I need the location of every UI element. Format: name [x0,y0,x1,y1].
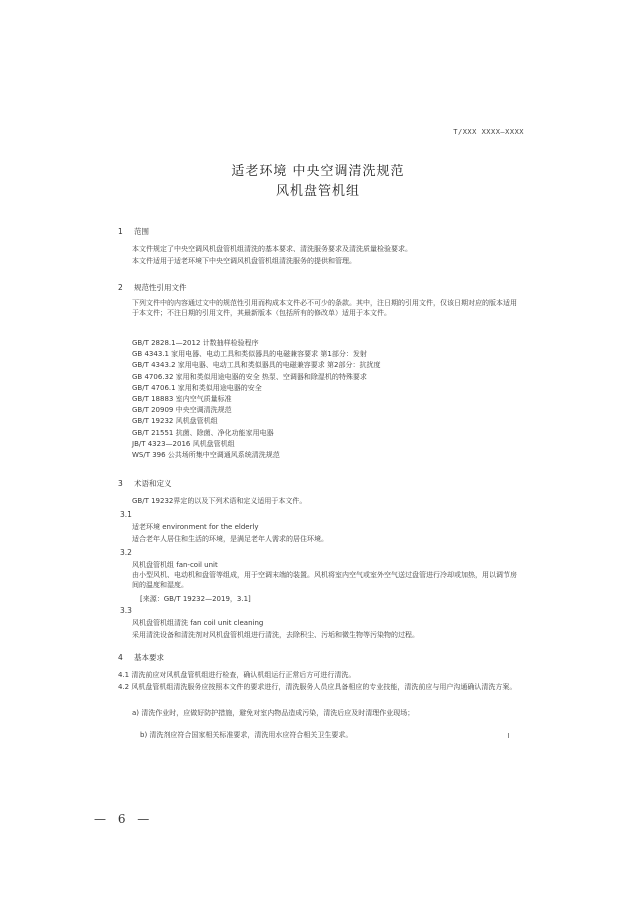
reference-item: GB 4706.32 家用和类似用途电器的安全 热泵、空调器和除湿机的特殊要求 [132,372,367,381]
reference-item: GB/T 21551 抗菌、除菌、净化功能家用电器 [132,428,274,437]
term-definition: 由小型风机、电动机和盘管等组成，用于空调末端的装置。风机将室内空气或室外空气送过盘管进行冷却或加热，用以调节房间的温度和湿度。 [132,571,517,589]
section-heading-scope [118,226,149,237]
document-title-line1: 适老环境 中央空调清洗规范 [231,164,405,179]
section-title: 范围 [134,227,149,236]
margin-mark [508,733,509,738]
reference-item: GB/T 4706.1 家用和类似用途电器的安全 [132,383,262,392]
reference-item: WS/T 396 公共场所集中空调通风系统清洗规范 [132,451,280,459]
scope-paragraph-1: 本文件规定了中央空调风机盘管机组清洗的基本要求、清洗服务要求及清洗质量检验要求。 [132,245,412,253]
term-source: [来源：GB/T 19232—2019，3.1] [140,595,251,603]
section-number: 4 [118,653,123,662]
terms-intro: GB/T 19232界定的以及下列术语和定义适用于本文件。 [132,497,307,505]
scope-paragraph-2: 本文件适用于适老环境下中央空调风机盘管机组清洗服务的提供和管理。 [132,257,356,265]
refs-intro: 下列文件中的内容通过文中的规范性引用而构成本文件必不可少的条款。其中，注日期的引用文件，仅该日期对应的版本适用于本文件；不注日期的引用文件，其最新版本（包括所有的修改单）适用于本文件。 [132,299,517,317]
section-number: 2 [118,283,123,292]
reference-item: GB/T 4343.2 家用电器、电动工具和类似器具的电磁兼容要求 第2部分：抗扰度 [132,361,381,370]
term-number: 3.1 [120,510,132,519]
reference-item: GB/T 2828.1—2012 计数抽样检验程序 [132,339,259,347]
term-definition: 采用清洗设备和清洗剂对风机盘管机组进行清洗，去除积尘、污垢和微生物等污染物的过程。 [132,631,419,639]
requirement-4-2: 4.2 风机盘管机组清洗服务应按照本文件的要求进行，清洗服务人员应具备相应的专业技能，清洗前应与用户沟通确认清洗方案。 [118,683,517,691]
section-number: 3 [118,479,123,488]
term-name: 风机盘管机组 fan-coil unit [132,561,218,569]
page-number: — 6 — [94,812,154,826]
document-title-line2: 风机盘管机组 [275,184,360,199]
section-heading-terms [118,478,172,489]
term-number: 3.2 [120,548,132,557]
term-name: 适老环境 environment for the elderly [132,523,259,531]
reference-item: JB/T 4323—2016 风机盘管机组 [132,439,235,448]
reference-item: GB/T 20909 中央空调清洗规范 [132,406,232,415]
reference-item: GB 4343.1 家用电器、电动工具和类似器具的电磁兼容要求 第1部分：发射 [132,350,367,359]
requirement-4-1: 4.1 清洗前应对风机盘管机组进行检查，确认机组运行正常后方可进行清洗。 [118,671,356,679]
section-heading-basic [118,652,164,663]
term-number: 3.3 [120,606,132,615]
section-heading-refs [118,282,187,293]
section-title: 规范性引用文件 [134,283,187,292]
section-title: 基本要求 [134,653,164,662]
requirement-4-2-b: b) 清洗剂应符合国家相关标准要求，清洗用水应符合相关卫生要求。 [140,731,353,739]
reference-item: GB/T 18883 室内空气质量标准 [132,395,232,403]
term-name: 风机盘管机组清洗 fan coil unit cleaning [132,619,264,627]
document-number: T/XXX XXXX—XXXX [453,128,524,136]
term-definition: 适合老年人居住和生活的环境，是满足老年人需求的居住环境。 [132,535,328,543]
reference-item: GB/T 19232 风机盘管机组 [132,417,218,426]
section-number: 1 [118,227,123,236]
requirement-4-2-a: a) 清洗作业时，应做好防护措施，避免对室内物品造成污染，清洗后应及时清理作业现场； [132,709,415,717]
section-title: 术语和定义 [134,479,172,488]
